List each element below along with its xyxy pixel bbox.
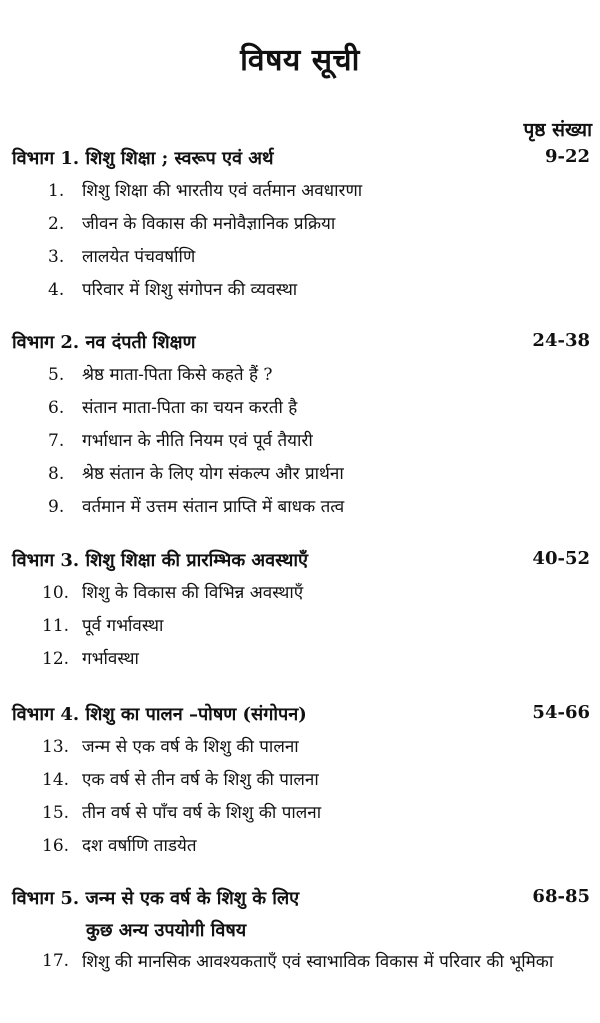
section-page-range: 54-66: [532, 702, 590, 723]
item-text: शिशु के विकास की विभिन्न अवस्थाएँ: [82, 583, 304, 603]
item-number: 17.: [42, 951, 70, 971]
toc-item: [12, 178, 590, 211]
item-text: संतान माता-पिता का चयन करती है: [82, 398, 298, 418]
toc-item: [12, 494, 590, 527]
section-title: विभाग 3. शिशु शिक्षा की प्रारम्भिक अवस्थाएँ: [12, 550, 308, 571]
item-text: श्रेष्ठ संतान के लिए योग संकल्प और प्रार्थना: [82, 464, 344, 484]
item-text: तीन वर्ष से पाँच वर्ष के शिशु की पालना: [82, 803, 322, 823]
toc-item: [12, 362, 590, 395]
section-title: विभाग 5. जन्म से एक वर्ष के शिशु के लिए: [12, 888, 300, 909]
section-heading: [12, 886, 590, 918]
item-text: जन्म से एक वर्ष के शिशु की पालना: [82, 737, 299, 757]
toc-item: [12, 646, 590, 679]
toc-item: [12, 613, 590, 646]
item-number: 14.: [42, 770, 70, 790]
item-text: जीवन के विकास की मनोवैज्ञानिक प्रक्रिया: [82, 214, 336, 234]
page-title: विषय सूची: [240, 43, 360, 78]
section-title: विभाग 2. नव दंपती शिक्षण: [12, 332, 196, 353]
item-text: श्रेष्ठ माता-पिता किसे कहते हैं ?: [82, 365, 273, 385]
item-number: 13.: [42, 737, 70, 757]
item-text: परिवार में शिशु संगोपन की व्यवस्था: [82, 280, 298, 300]
toc-item: [12, 461, 590, 494]
section-title: विभाग 1. शिशु शिक्षा ; स्वरूप एवं अर्थ: [12, 148, 274, 169]
toc-item: [12, 211, 590, 244]
item-number: 15.: [42, 803, 70, 823]
item-text: दश वर्षाणि ताडयेत: [82, 836, 197, 856]
item-number: 4.: [48, 280, 65, 300]
section-page-range: 40-52: [532, 548, 590, 569]
page-number-column-header: पृष्ठ संख्या: [523, 119, 592, 141]
toc-item: [12, 395, 590, 428]
section-heading: [12, 146, 590, 178]
toc-item: [12, 833, 590, 866]
section-page-range: 9-22: [544, 146, 590, 167]
item-text: लालयेत पंचवर्षाणि: [82, 247, 196, 267]
section-subtitle: कुछ अन्य उपयोगी विषय: [86, 920, 247, 941]
toc-item: [12, 800, 590, 833]
item-text: शिशु शिक्षा की भारतीय एवं वर्तमान अवधारणा: [82, 181, 363, 201]
item-number: 8.: [48, 464, 65, 484]
item-number: 10.: [42, 583, 70, 603]
item-number: 5.: [48, 365, 65, 385]
item-text: एक वर्ष से तीन वर्ष के शिशु की पालना: [82, 770, 319, 790]
toc-section-1: [12, 146, 590, 310]
toc-item: [12, 734, 590, 767]
toc-section-4: [12, 702, 590, 866]
toc-section-3: [12, 548, 590, 679]
section-title: विभाग 4. शिशु का पालन –पोषण (संगोपन): [12, 704, 307, 725]
toc-item: [12, 428, 590, 461]
item-number: 16.: [42, 836, 70, 856]
item-number: 3.: [48, 247, 65, 267]
item-text: गर्भावस्था: [82, 649, 139, 669]
item-text: शिशु की मानसिक आवश्यकताएँ एवं स्वाभाविक विकास में परिवार की भूमिका: [82, 952, 554, 972]
toc-item: [12, 948, 590, 976]
item-number: 12.: [42, 649, 70, 669]
toc-item: [12, 277, 590, 310]
item-number: 2.: [48, 214, 65, 234]
toc-section-2: [12, 330, 590, 527]
item-number: 7.: [48, 431, 65, 451]
item-text: वर्तमान में उत्तम संतान प्राप्ति में बाधक तत्व: [82, 497, 345, 517]
toc-item: [12, 580, 590, 613]
item-number: 1.: [48, 181, 65, 201]
item-number: 9.: [48, 497, 65, 517]
item-number: 6.: [48, 398, 65, 418]
toc-item: [12, 244, 590, 277]
toc-item: [12, 767, 590, 800]
section-heading: [12, 702, 590, 734]
section-heading: [12, 548, 590, 580]
toc-section-5: [12, 886, 590, 976]
item-text: गर्भाधान के नीति नियम एवं पूर्व तैयारी: [82, 431, 313, 451]
item-text: पूर्व गर्भावस्था: [82, 616, 164, 636]
section-heading: [12, 330, 590, 362]
item-number: 11.: [42, 616, 70, 636]
section-page-range: 68-85: [532, 886, 590, 907]
section-page-range: 24-38: [532, 330, 590, 351]
